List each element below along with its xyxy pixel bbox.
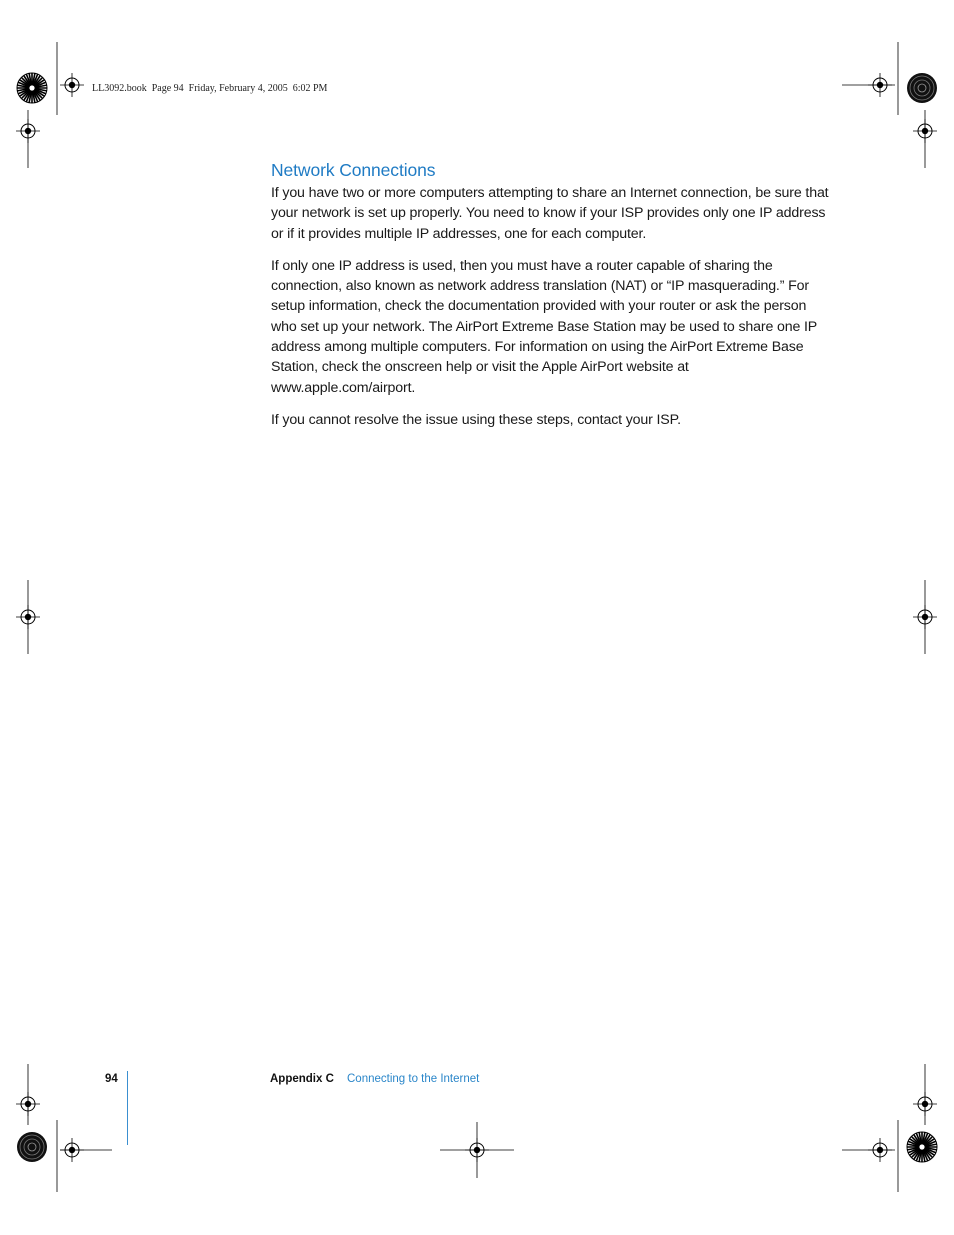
body-paragraph: If you have two or more computers attempting to share an Internet connection, be sure that your network is set up properly. You need to know if your ISP provides only one IP address or if it provides multiple IP addresses, one for each computer. xyxy=(271,185,829,242)
section-heading: Network Connections xyxy=(271,160,436,180)
body-paragraph: If you cannot resolve the issue using these steps, contact your ISP. xyxy=(271,411,681,428)
page-number: 94 xyxy=(105,1073,118,1085)
starburst-mark-icon xyxy=(907,1132,937,1162)
registration-mark-icon xyxy=(60,73,84,97)
starburst-mark-icon xyxy=(17,1132,47,1162)
crop-mark-icon xyxy=(28,1064,112,1192)
print-slug-line: LL3092.book Page 94 Friday, February 4, 2005 6:02 PM xyxy=(92,83,328,94)
crop-mark-icon xyxy=(440,1122,514,1178)
footer-divider xyxy=(127,1071,128,1145)
starburst-mark-icon xyxy=(17,73,47,103)
starburst-mark-icon xyxy=(907,73,937,103)
crop-mark-icon xyxy=(28,42,57,168)
crop-mark-icon xyxy=(842,42,925,168)
main-content xyxy=(271,160,831,442)
crop-mark-icon xyxy=(842,1064,925,1192)
body-paragraph: If only one IP address is used, then you must have a router capable of sharing the connection, also known as network address translation (NAT) or “IP masquerading.” For setup information, check the documentation provided with your router or ask the person who set up your network. The AirPort Extreme Base Station may be used to share one IP address among multiple computers. For information on using the AirPort Extreme Base Station, check the onscreen help or visit the Apple AirPort website at www.apple.com/airport. xyxy=(271,257,817,396)
footer-appendix-label: Appendix C xyxy=(270,1073,334,1085)
crop-mark-icon xyxy=(28,580,925,654)
footer-chapter-title: Connecting to the Internet xyxy=(347,1073,480,1085)
